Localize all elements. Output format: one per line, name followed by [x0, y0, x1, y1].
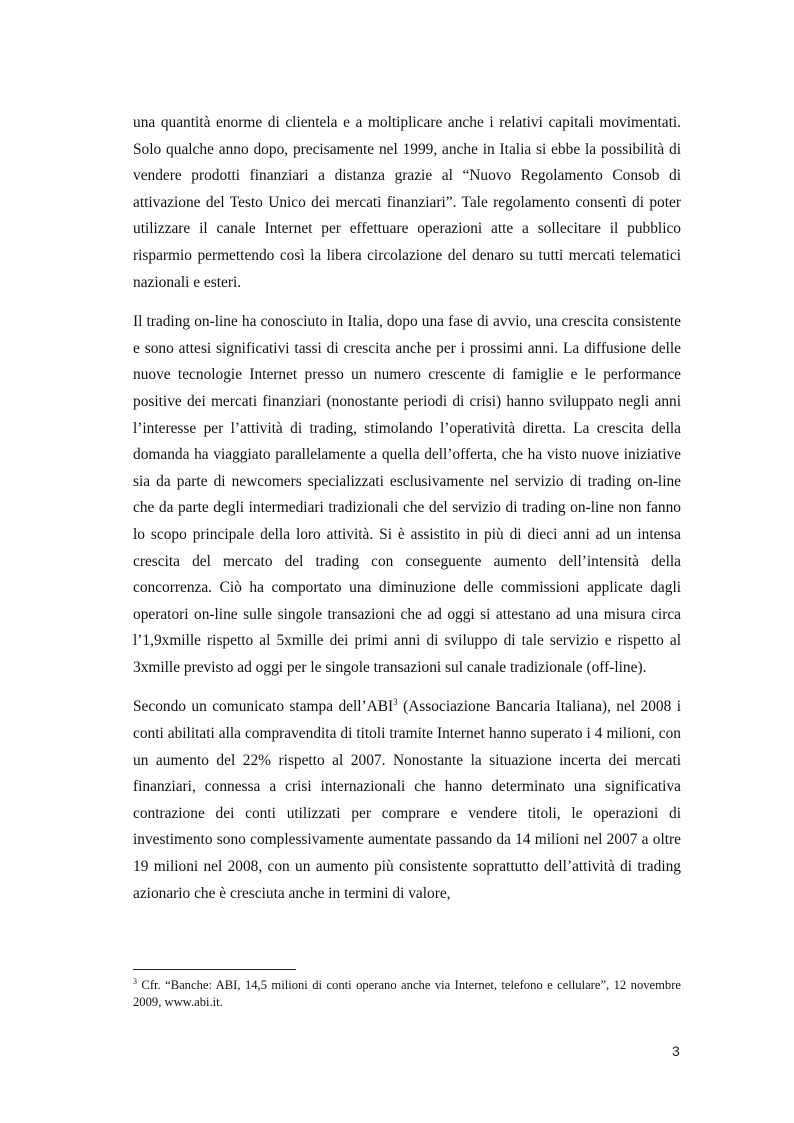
footnote [133, 977, 681, 1011]
paragraph: una quantità enorme di clientela e a moltiplicare anche i relativi capitali movimentati. Solo qualche anno dopo, precisamente nel 1999, anche in Italia si ebbe la possibilità di vendere prodotti finanziari a distanza grazie al “Nuovo Regolamento Consob di attivazione del Testo Unico dei mercati finanziari”. Tale regolamento consentì di poter utilizzare il canale Internet per effettuare operazioni atte a sollecitare il pubblico risparmio permettendo così la libera circolazione del denaro su tutti mercati telematici nazionali e esteri. [133, 114, 681, 291]
paragraph-text-end: (Associazione Bancaria Italiana), nel 2008 i conti abilitati alla compravendita di titoli tramite Internet hanno superato i 4 milioni, con un aumento del 22% rispetto al 2007. Nonostante la situazione incerta dei mercati finanziari, connessa a crisi internazionali che hanno determinato una significativa contrazione dei conti utilizzati per comprare e vendere titoli, le operazioni di investimento sono complessivamente aumentate passando da 14 milioni nel 2007 a oltre 19 milioni nel 2008, con un aumento più consistente soprattutto dell’attività di trading azionario che è cresciuta anche in termini di valore, [133, 698, 681, 902]
paragraph-with-footnote-ref [133, 694, 681, 907]
page-number: 3 [672, 1043, 680, 1059]
footnote-mark: 3 [133, 976, 137, 986]
footnote-separator [133, 969, 296, 970]
footnote-text: Cfr. “Banche: ABI, 14,5 milioni di conti operano anche via Internet, telefono e cellulare”, 12 novembre 2009, www.abi.it. [133, 978, 681, 1009]
footnote-reference[interactable]: 3 [393, 697, 398, 708]
paragraph-text-start: Secondo un comunicato stampa dell’ABI [133, 698, 394, 716]
paragraph: Il trading on-line ha conosciuto in Italia, dopo una fase di avvio, una crescita consistente e sono attesi significativi tassi di crescita anche per i prossimi anni. La diffusione delle nuove tecnologie Internet presso un numero crescente di famiglie e le performance positive dei mercati finanziari (nonostante periodi di crisi) hanno sviluppato negli anni l’interesse per l’attività di trading, stimolando l’operatività diretta. La crescita della domanda ha viaggiato parallelamente a quella dell’offerta, che ha visto nuove iniziative sia da parte di newcomers specializzati esclusivamente nel servizio di trading on-line che da parte degli intermediari tradizionali che del servizio di trading on-line non fanno lo scopo principale della loro attività. Si è assistito in più di dieci anni ad un intensa crescita del mercato del trading con conseguente aumento dell’intensità della concorrenza. Ciò ha comportato una diminuzione delle commissioni applicate dagli operatori on-line sulle singole transazioni che ad oggi si attestano ad una misura circa l’1,9xmille rispetto al 5xmille dei primi anni di sviluppo di tale servizio e rispetto al 3xmille previsto ad oggi per le singole transazioni sul canale tradizionale (off-line). [133, 313, 681, 676]
body-text [133, 110, 681, 907]
